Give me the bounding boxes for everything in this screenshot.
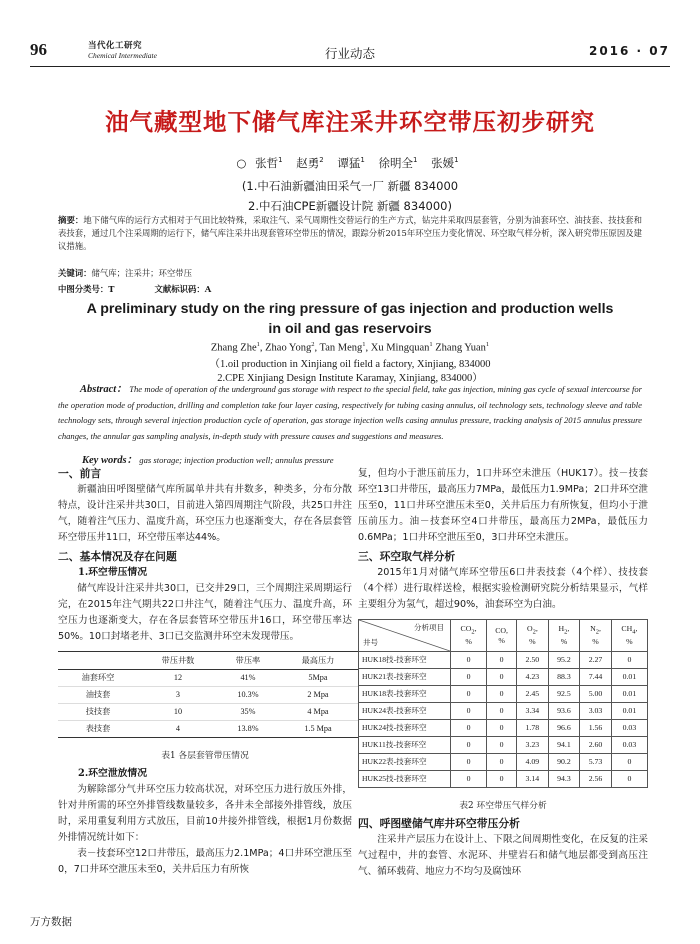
section-heading: 三、环空取气样分析 [358, 550, 456, 563]
classification-cn: 中图分类号：T 文献标识码：A [58, 284, 212, 294]
journal-name-en: Chemical Intermediate [88, 51, 157, 60]
section-name: 行业动态 [324, 46, 375, 61]
table-row: HUK18技-技套环空 0 0 2.50 95.2 2.27 0 [359, 652, 648, 669]
table-row: HUK18表-技套环空 0 0 2.45 92.5 5.00 0.01 [359, 686, 648, 703]
journal-name-cn: 当代化工研究 [88, 41, 143, 51]
table-row: 油套环空 12 41% 5Mpa [58, 670, 358, 687]
table-row: 表技套 4 13.8% 1.5 Mpa [58, 721, 358, 738]
author: 张哲$^1$ [255, 156, 283, 170]
table-row: HUK22表-技套环空 0 0 4.09 90.2 5.73 0 [359, 754, 648, 771]
table-caption: 表2 环空带压气样分析 [459, 801, 547, 811]
issue-number: 2016 · 07 [588, 44, 670, 58]
section-heading: 四、呼图壁储气库井环空带压分析 [358, 817, 520, 830]
paragraph: 2015年1月对储气库环空带压6口井表技套（4个样）、技技套（4个样）进行取样送检，根据实验检测研究院分析结果显示，气样主要组分为氢气，超过90%，油套环空为白油。 [358, 567, 648, 610]
article-title-cn: 油气藏型地下储气库注采井环空带压初步研究 [105, 108, 595, 136]
paragraph: 表－技套环空12口井带压，最高压力2.1MPa；4口井环空泄压至0，7口井环空泄压未至0，关井后压力有所恢 [58, 848, 352, 875]
table-corner-header: 分析项目 井号 [359, 620, 451, 652]
subsection-heading: 1.环空带压情况 [78, 567, 148, 578]
abstract-cn [58, 214, 642, 253]
table-row: HUK24技-技套环空 0 0 1.78 96.6 1.56 0.03 [359, 720, 648, 737]
keywords-en: Key words： gas storage; injection production well; annulus pressure [82, 455, 334, 466]
abstract-en-label: Abstract [80, 384, 117, 395]
author-list-en: Zhang Zhe$^1$, Zhao Yong$^2$, Tan Meng$^1$, Xu Mingquan$^1$ Zhang Yuan$^1$ [210, 341, 490, 354]
table-header: CO, % [487, 620, 517, 652]
table-header: 带压井数 [138, 652, 218, 670]
page-header [30, 40, 670, 64]
table-row: 油技套 3 10.3% 2 Mpa [58, 687, 358, 704]
table-header: $CO_2$, % [451, 620, 487, 652]
keywords-cn: 关键词：储气库；注采井；环空带压 [58, 268, 192, 278]
section-heading: 二、基本情况及存在问题 [58, 550, 177, 563]
table-header: $O_2$, % [517, 620, 549, 652]
abstract-en: Abstract： The mode of operation of the underground gas storage with respect to the special field, take gas injection, mining gas cycle of sexual intercourse for the operation mode of production, drilling and completion take four layer casing, respectively for tubing casing annulus, oil technology sets, technology sleeve and table technology sets, through several injection production cycle of operation, gas storage injection wells casing annulus pressure, tracking analysis of 2015 annulus pressure changes, the annular gas sampling analysis, in-depth study with pressure causes and suggestions and measures. [58, 384, 643, 441]
table-row: HUK25技-技套环空 0 0 3.14 94.3 2.56 0 [359, 771, 648, 788]
left-column [58, 466, 352, 878]
table-header: 最高压力 [278, 652, 358, 670]
gas-analysis-table [358, 619, 648, 788]
paragraph: 为解除部分气井环空压力较高状况，对环空压力进行放压外排，针对井所需的环空外排管线数量较多，各井未全部接外排管线，放压时，采用重复利用方式放压，目前10井接外排管线，根据1月份数据外排情况统计如下： [58, 784, 352, 843]
affiliation-en-1: （1.oil production in Xinjiang oil field a factory, Xinjiang, 834000 [209, 359, 491, 370]
author-bullet: ○ [236, 156, 247, 170]
table-header: $H_2$, % [548, 620, 580, 652]
pressure-table [58, 651, 358, 738]
abstract-cn-label: 摘要： [58, 215, 84, 225]
paragraph: 储气库设计注采井共30口，已交井29口，三个周期注采周期运行完，在2015年注气期共22口井注气，随着注气压力、温度升高，环空压力也逐渐变大，存在各层套管环空带压井16口，环空带压率达50%。10口封堵老井、3口已交监测井环空未发现带压。 [58, 583, 352, 642]
table-row: HUK24表-技套环空 0 0 3.34 93.6 3.03 0.01 [359, 703, 648, 720]
affiliation-en-2: 2.CPE Xinjiang Design Institute Karamay, Xinjiang, 834000） [217, 373, 483, 384]
author: 赵勇$^2$ [296, 156, 324, 170]
page-number: 96 [30, 40, 47, 59]
table-caption: 表1 各层套管带压情况 [161, 751, 249, 761]
abstract-cn-text: 地下储气库的运行方式相对于气田比较特殊，采取注气、采气周期性交替运行的生产方式，钻完井采取四层套管，分别为油套环空、油技套、技技套和表技套，通过几个注采周期的运行下，储气库注采井出现套管环空带压的情况，跟踪分析2015年环空压力变化情况、环空取气样分析，深入研究带压原因及建议措施。 [58, 215, 643, 251]
author-list-cn [0, 155, 700, 171]
paragraph: 注采井产层压力在设计上、下限之间周期性变化，在反复的注采气过程中，井的套管、水泥环、井壁岩石和储气地层都受到高压注气、循环载荷、地应力不均匀及腐蚀环 [358, 834, 648, 877]
author: 谭猛$^1$ [337, 156, 365, 170]
section-heading: 一、前言 [58, 467, 102, 480]
table-row: HUK21表-技套环空 0 0 4.23 88.3 7.44 0.01 [359, 669, 648, 686]
paragraph: 新疆油田呼图壁储气库所属单井共有井数多，种类多，分布分散特点，设计注采井共30口，目前进入第四周期注气阶段，共25口井注气，随着注气压力、温度升高，环空压力也逐渐变大，存在各层套管环空带压井11口，环空带压率达44%。 [58, 484, 352, 543]
abstract-en-text: The mode of operation of the underground gas storage with respect to the special field, take gas injection, mining gas cycle of sexual intercourse for the operation mode of production, drilling and completion take four layer casing, respectively for tubing casing annulus, oil technology sets, technology sleeve and table technology sets, through several injection production cycle of operation, gas storage injection wells casing annulus pressure, tracking analysis of 2015 annulus pressure changes, the annular gas sampling analysis, in-depth study with pressure causes and suggestions and measures. [58, 384, 643, 441]
affiliation-cn-1: (1.中石油新疆油田采气一厂 新疆 834000 [241, 179, 459, 193]
right-column [358, 466, 648, 880]
table-row: HUK11技-技套环空 0 0 3.23 94.1 2.60 0.03 [359, 737, 648, 754]
table-row: 技技套 10 35% 4 Mpa [58, 704, 358, 721]
paragraph: 复，但均小于泄压前压力，1口井环空未泄压（HUK17）。技－技套环空13口井带压，最高压力7MPa，最低压力1.9MPa；2口井环空泄压至0，11口井环空泄压未至0，关井后压力有所恢复，但均小于泄压前压力。油－技套环空4口井带压，最高压力2MPa，最低压力0.6MPa；1口井环空泄压至0，3口井环空未泄压。 [358, 468, 648, 543]
author: 徐明全$^1$ [378, 156, 418, 170]
author: 张媛$^1$ [431, 156, 459, 170]
table-header: $N_2$, % [580, 620, 612, 652]
article-title-en: A preliminary study on the ring pressure of gas injection and production wells in oil and gas reservoirs [86, 301, 614, 337]
table-header: $CH_4$, % [611, 620, 647, 652]
header-divider [30, 66, 670, 67]
table-header: 带压率 [218, 652, 278, 670]
footer-source: 万方数据 [30, 916, 72, 928]
affiliation-cn-2: 2.中石油CPE新疆设计院 新疆 834000) [248, 199, 452, 213]
subsection-heading: 2.环空泄放情况 [78, 768, 148, 779]
table-header [58, 652, 138, 670]
